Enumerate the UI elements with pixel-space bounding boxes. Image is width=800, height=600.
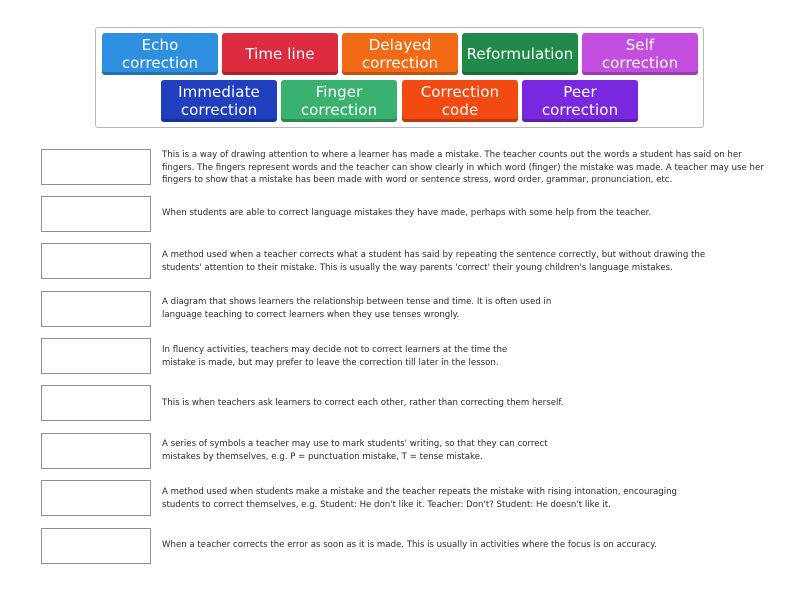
definition-3: A method used when a teacher corrects what a student has said by repeating the sentence correctly, but without drawing the students' attention to their mistake. This is usually the way parents 'correct' their young children's language mistakes.: [162, 250, 706, 273]
definition-9: When a teacher corrects the error as soon as it is made. This is usually in activities where the focus is on accuracy.: [162, 540, 657, 550]
definition-8: A method used when students make a mistake and the teacher repeats the mistake with rising intonation, encouraging students to correct themselves, e.g. Student: He don't like it. Teacher: Don't? Student: He doesn't like it.: [162, 487, 677, 510]
tile-delayed-correction[interactable]: Delayed correction: [342, 33, 458, 75]
definition-5: In fluency activities, teachers may decide not to correct learners at the time the mistake is made, but may prefer to leave the correction till later in the lesson.: [162, 345, 508, 368]
tile-time-line[interactable]: Time line: [222, 33, 338, 75]
drop-zone-4[interactable]: [41, 291, 151, 327]
drop-zone-9[interactable]: [41, 528, 151, 564]
definition-4: A diagram that shows learners the relationship between tense and time. It is often used in language teaching to correct learners when they use tenses wrongly.: [162, 297, 552, 320]
tile-reformulation[interactable]: Reformulation: [462, 33, 578, 75]
drop-zone-2[interactable]: [41, 196, 151, 232]
definition-6: This is when teachers ask learners to correct each other, rather than correcting them herself.: [162, 398, 564, 408]
definition-1: This is a way of drawing attention to where a learner has made a mistake. The teacher counts out the words a student has said on her fingers. The fingers represent words and the teacher can show clearly in which word (finger) the mistake was made. A teacher may use her fingers to show that a mistake has been made with word or sentence stress, word order, grammar, pronunciation, etc.: [162, 150, 764, 185]
drop-zone-7[interactable]: [41, 433, 151, 469]
tile-immediate-correction[interactable]: Immediate correction: [161, 80, 277, 122]
tile-self-correction[interactable]: Self correction: [582, 33, 698, 75]
drop-zone-3[interactable]: [41, 243, 151, 279]
drop-zone-1[interactable]: [41, 149, 151, 185]
tile-echo-correction[interactable]: Echo correction: [102, 33, 218, 75]
drop-zone-5[interactable]: [41, 338, 151, 374]
definition-7: A series of symbols a teacher may use to mark students' writing, so that they can correct mistakes by themselves, e.g. P = punctuation mistake, T = tense mistake.: [162, 439, 548, 462]
answer-bank: [95, 27, 704, 128]
tile-finger-correction[interactable]: Finger correction: [281, 80, 397, 122]
drop-zone-6[interactable]: [41, 385, 151, 421]
tile-correction-code[interactable]: Correction code: [402, 80, 518, 122]
tile-peer-correction[interactable]: Peer correction: [522, 80, 638, 122]
drop-zone-8[interactable]: [41, 480, 151, 516]
definition-2: When students are able to correct language mistakes they have made, perhaps with some help from the teacher.: [162, 208, 652, 218]
